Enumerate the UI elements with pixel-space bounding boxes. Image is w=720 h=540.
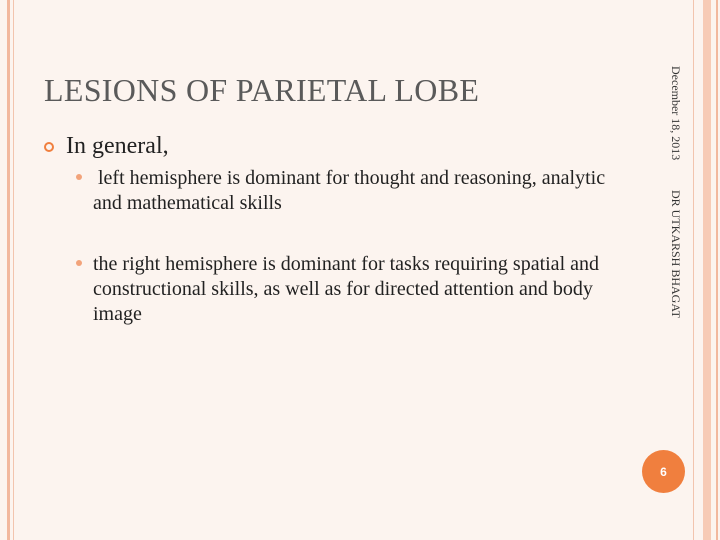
author-label: DR UTKARSH BHAGAT (669, 190, 683, 319)
ring-bullet-icon (44, 142, 54, 152)
bullet-level2-text: left hemisphere is dominant for thought and reasoning, analytic and mathematical skills (93, 167, 611, 214)
dot-bullet-icon (76, 174, 82, 180)
page-number-badge (642, 450, 685, 493)
date-label: December 18, 2013 (669, 66, 683, 161)
bullet-level1-text: In general, (66, 133, 169, 159)
bullet-level2-item (76, 252, 636, 327)
right-border-stripe (716, 0, 718, 540)
page-number: 6 (660, 464, 667, 479)
bullet-level1 (44, 132, 169, 160)
left-border-stripe (7, 0, 10, 540)
bullet-level2-item (76, 166, 636, 216)
slide-title: LESIONS OF PARIETAL LOBE (44, 72, 480, 108)
right-border-line (693, 0, 694, 540)
bullet-level2-text: the right hemisphere is dominant for tasks requiring spatial and constructional skills, as well as for directed attention and body image (93, 253, 604, 325)
dot-bullet-icon (76, 260, 82, 266)
right-border-band (703, 0, 711, 540)
left-border-line (13, 0, 14, 540)
